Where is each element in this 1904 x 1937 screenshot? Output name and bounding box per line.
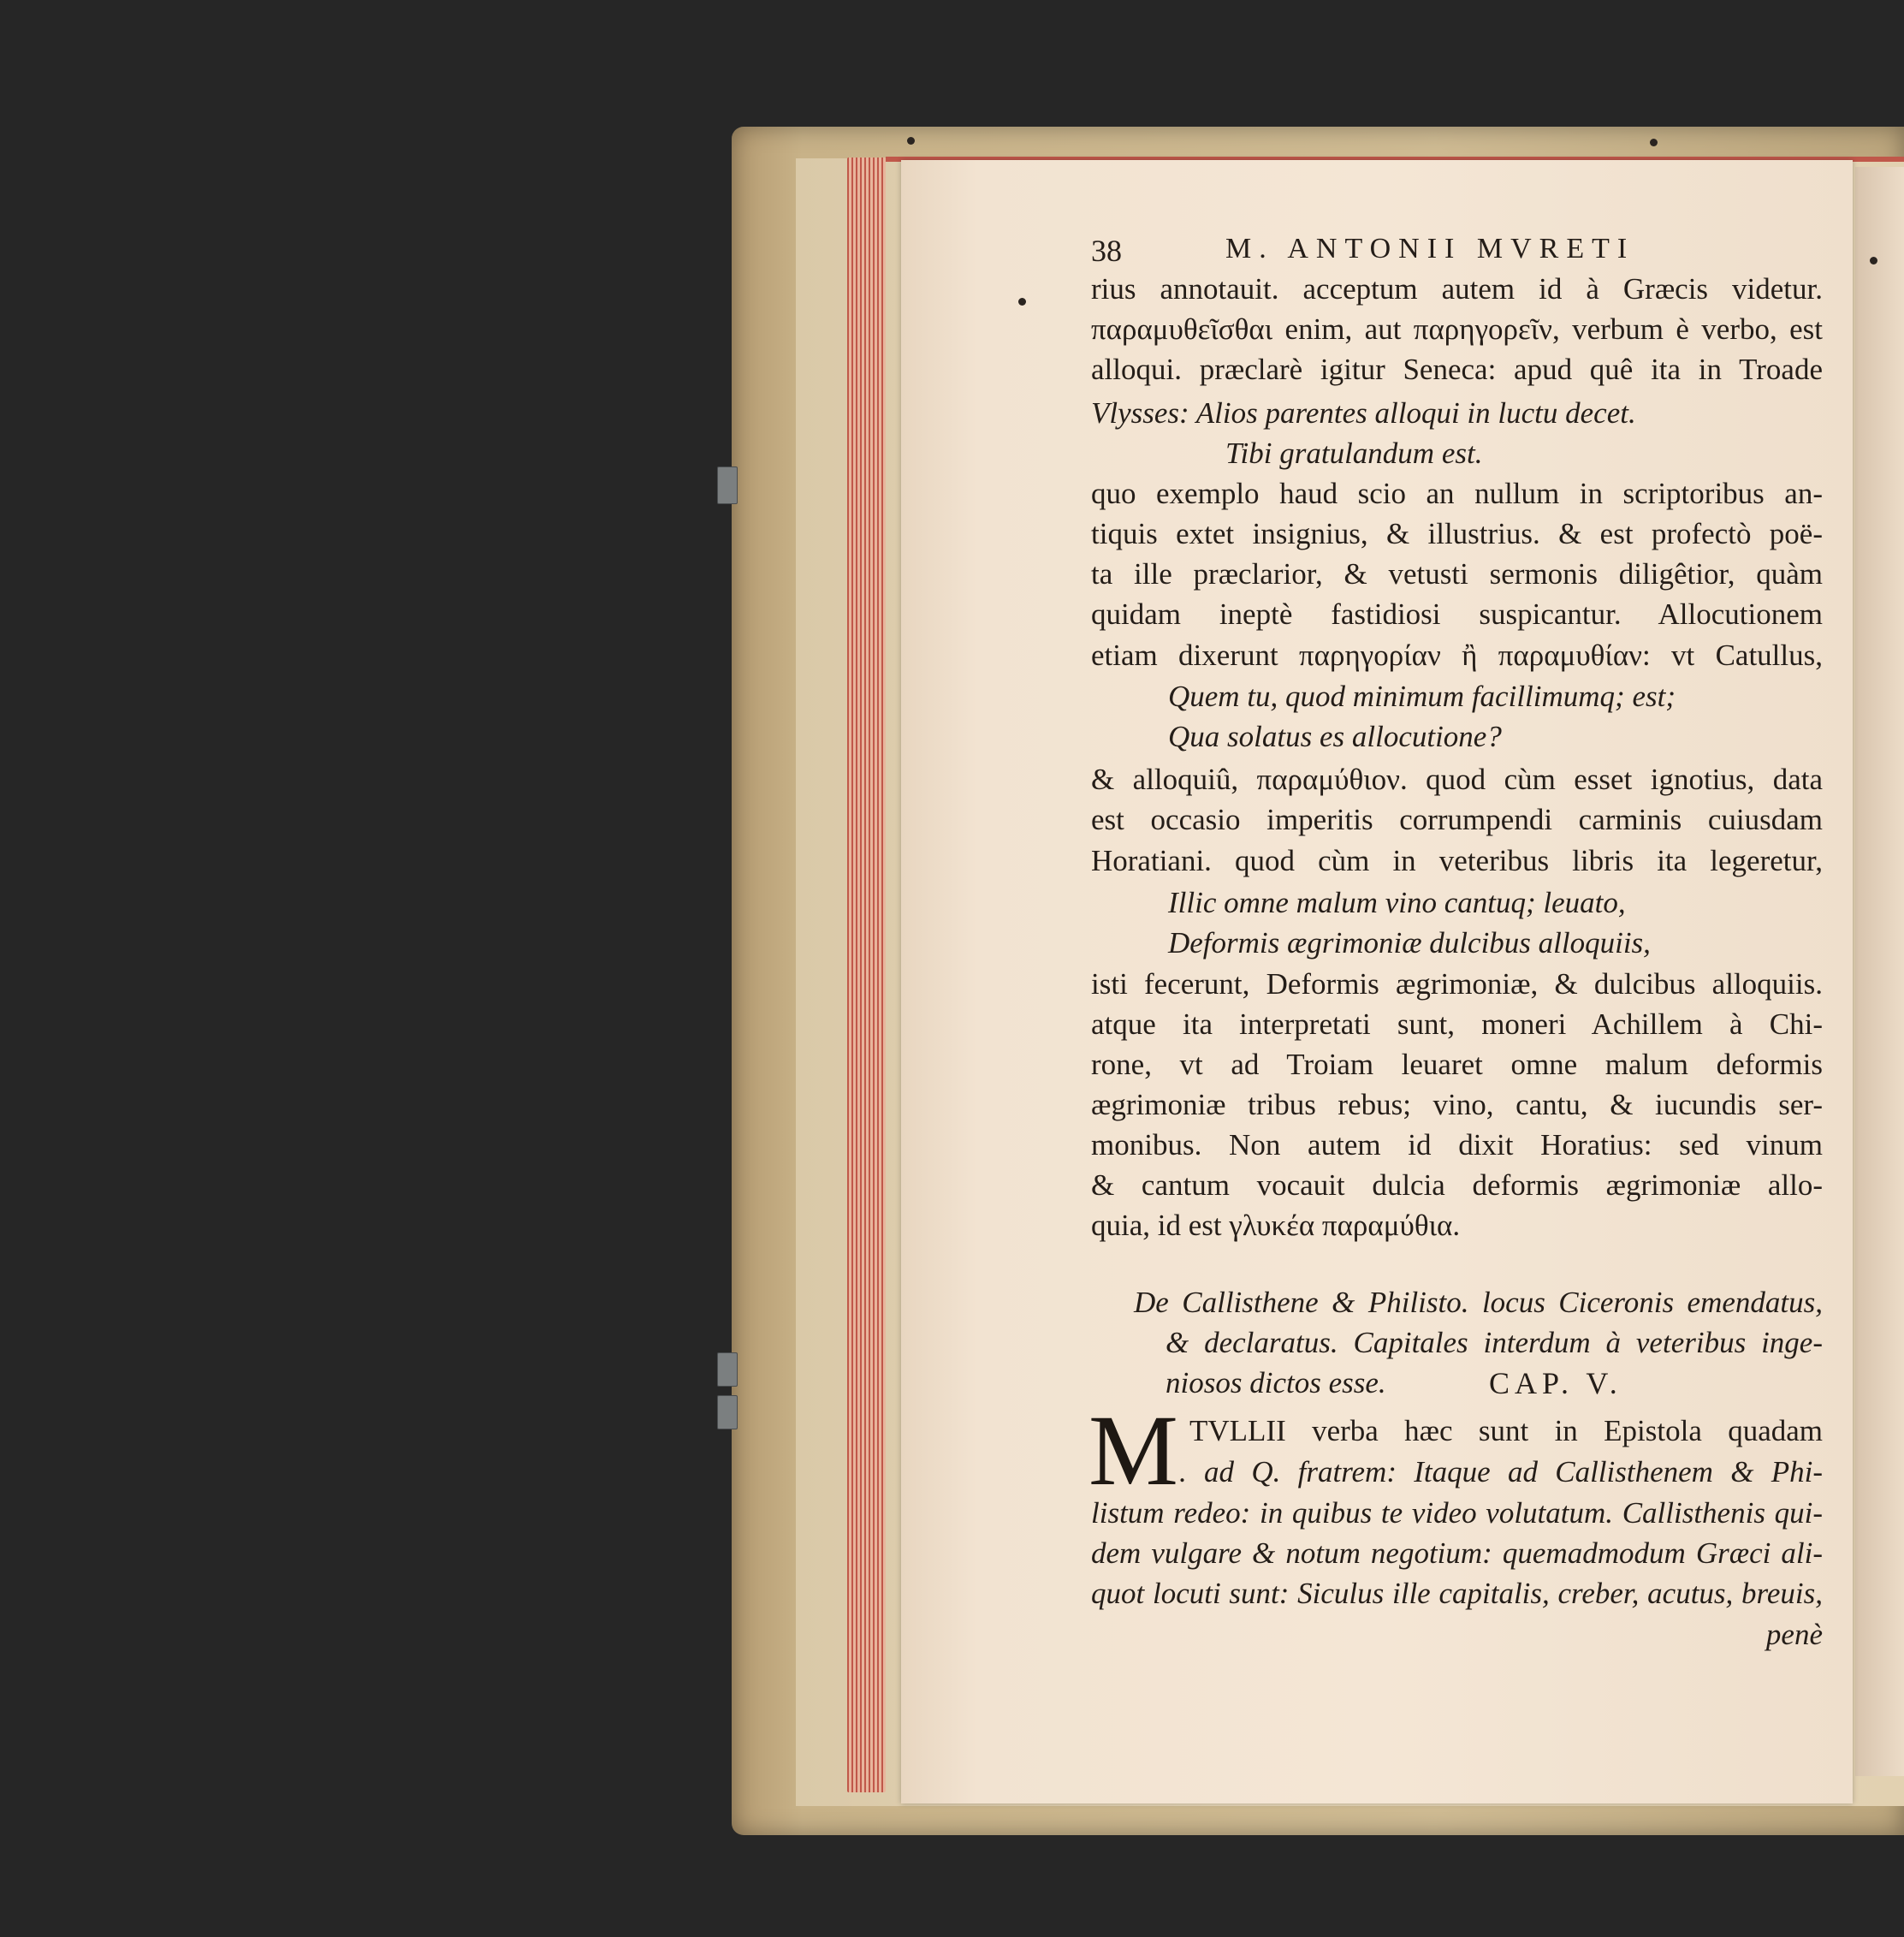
text-line: ta ille præclarior, & vetusti sermonis diligêtior, quàm: [1091, 557, 1823, 591]
wormhole-mark: [1650, 139, 1658, 146]
text-line: & cantum vocauit dulcia deformis ægrimoniæ allo-: [1091, 1168, 1823, 1202]
page-number: 38: [1091, 234, 1122, 268]
text-line: atque ita interpretati sunt, moneri Achillem à Chi-: [1091, 1007, 1823, 1041]
text-line: isti fecerunt, Deformis ægrimoniæ, & dulcibus alloquiis.: [1091, 967, 1823, 1001]
text-line: quidam ineptè fastidiosi suspicantur. Allocutionem: [1091, 597, 1823, 631]
text-line: tiquis extet insignius, & illustrius. & est profectò poë-: [1091, 517, 1823, 550]
chapter-heading: De Callisthene & Philisto. locus Ciceronis emendatus,: [1134, 1286, 1823, 1319]
chapter-heading: niosos dictos esse.: [1166, 1366, 1386, 1399]
text-line: TVLLII verba hæc sunt in Epistola quadam: [1189, 1414, 1823, 1447]
text-line: ægrimoniæ tribus rebus; vino, cantu, & iucundis ser-: [1091, 1088, 1823, 1121]
text-line: est occasio imperitis corrumpendi carminis cuiusdam: [1091, 803, 1823, 836]
text-line: Deformis ægrimoniæ dulcibus alloquiis,: [1168, 926, 1651, 960]
text-line: quo exemplo haud scio an nullum in scriptoribus an-: [1091, 477, 1823, 510]
running-title: M. ANTONII MVRETI: [1225, 233, 1635, 264]
text-line: Tibi gratulandum est.: [1225, 437, 1483, 470]
page-edges: [847, 157, 886, 1792]
wormhole-mark: [907, 137, 915, 145]
text-line: Horatiani. quod cùm in veteribus libris ita legeretur,: [1091, 844, 1823, 877]
chapter-heading: & declaratus. Capitales interdum à veteribus inge-: [1166, 1326, 1823, 1359]
drop-cap: M: [1088, 1394, 1178, 1506]
text-line: rone, vt ad Troiam leuaret omne malum deformis: [1091, 1048, 1823, 1081]
text-line: παραμυθεῖσθαι enim, aut παρηγορεῖν, verbum è verbo, est: [1091, 312, 1823, 346]
text-line: & alloquiû, παραμύθιον. quod cùm esset ignotius, data: [1091, 763, 1823, 796]
text-line: etiam dixerunt παρηγορίαν ἢ παραμυθίαν: vt Catullus,: [1091, 639, 1823, 672]
text-line: quot locuti sunt: Siculus ille capitalis, creber, acutus, breuis,: [1091, 1577, 1823, 1610]
clasp-icon: [717, 1395, 738, 1429]
text-line: Qua solatus es allocutione?: [1168, 720, 1502, 753]
clasp-icon: [717, 1352, 738, 1387]
text-line: quia, id est γλυκέα παραμύθια.: [1091, 1209, 1461, 1242]
chapter-label: CAP. V.: [1489, 1366, 1622, 1400]
wormhole-mark: [1018, 298, 1026, 306]
facing-page: [1855, 167, 1904, 1776]
text-line: rius annotauit. acceptum autem id à Græcis videtur.: [1091, 272, 1823, 306]
text-line: monibus. Non autem id dixit Horatius: sed vinum: [1091, 1128, 1823, 1162]
text-line: Vlysses: Alios parentes alloqui in luctu decet.: [1091, 396, 1636, 430]
clasp-icon: [717, 466, 738, 504]
wormhole-mark: [1870, 257, 1877, 264]
text-line: dem vulgare & notum negotium: quemadmodum Græci ali-: [1091, 1536, 1823, 1570]
text-line: Quem tu, quod minimum facillimumq; est;: [1168, 680, 1676, 713]
catchword: penè: [1765, 1618, 1823, 1651]
text-line: Illic omne malum vino cantuq; leuato,: [1168, 886, 1626, 919]
text-line: . ad Q. fratrem: Itaque ad Callisthenem & Phi-: [1179, 1455, 1823, 1488]
text-line: alloqui. præclarè igitur Seneca: apud quê ita in Troade: [1091, 353, 1823, 386]
text-line: listum redeo: in quibus te video volutatum. Callisthenis qui-: [1091, 1496, 1823, 1530]
